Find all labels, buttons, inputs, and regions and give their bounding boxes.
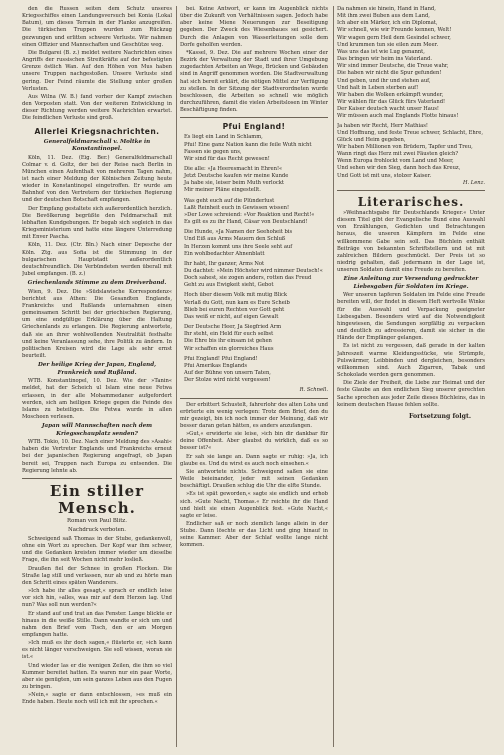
poem-line: Wir schaffen ein glorreiches Haus xyxy=(184,345,274,352)
poem-line: Jetzt Deutsche kaufen wir meine Kunde xyxy=(184,173,289,180)
poem-line: Wir wagen gern Heil dem Gesindel schwer, xyxy=(337,34,451,41)
poem-line: Und Gott ist mit uns, stolzer Kaiser. xyxy=(337,172,432,179)
poem-line: Und geben, und ihr und stehen auf, xyxy=(337,77,431,84)
poem-line: Wir sind immer Deutsche, die Treue wahr, xyxy=(337,63,449,70)
poem-line: Du dachtet: »Mein Höchster wird nimmer Deutsch!« xyxy=(184,268,323,274)
poem-line: Und halt in Leben sterben auf! xyxy=(337,84,419,91)
poem-line: Wir sind für das Recht gewesen! xyxy=(184,155,270,162)
story-paragraph: »Gut,« erwiderte sie leise, »ich bin dir dankbar für deine Offenheit. Aber glaubst du wirklich, daß es so besser ist?« xyxy=(180,431,328,452)
section-divider xyxy=(180,117,328,118)
poem-line: Und Hoffnung, und feste Treue schwer, Schlacht, Ehre, Glück und Heim gegeben, xyxy=(337,129,483,143)
story-paragraph: Der erbittert Schustelt, fahrerlohr des alten Lohs und erörterte ein wenig verlegen: Trotz dem Brief, den du mir gezeigt, bin ich noch immer der Meinung, daß wir besser daran getan hätten, es anders anzufangen. xyxy=(180,401,328,429)
poem-line: Es liegt ein Land in Schlamm, xyxy=(184,134,263,141)
news-paragraph: den die Russen seiten dem Schutz unseres Kriegsschiffes einen Landungsversuch bei Konia (Lokal Batum), um dieses Terrain in der Flanke anzugreifen. Die türkischen Truppen wurden zum Rückzug gezwungen und erlitten schwere Verluste. Wir nahmen einen Offizier und Mannschaften und Geschütze weg. xyxy=(22,6,172,48)
news-paragraph: WTB. Tokio, 10. Dez. Nach einer Meldung des »Asahi« haben die Vertreter Englands und Frankreichs erneut bei der japanischen Regierung angefragt, ob Japan bereit sei, Truppen nach Europa zu entsenden. Die Regierung lehnte ab. xyxy=(22,439,172,474)
subsection-heading: Eine Anleitung zur Versendung gedruckter Liebesgaben für Soldaten im Kriege. xyxy=(343,276,479,290)
column-left xyxy=(22,6,172,749)
poem-line: Doch sahest, sie zogen anders, rotten das Freud xyxy=(184,275,312,282)
story-paragraph: »Ich habe ihr alles gesagt,« sprach er endlich leise vor sich hin, »alles, was mir auf dem Herzen lag. Und nun? Was soll nun werden?« xyxy=(22,588,172,609)
poem-line: Fassen sie gegen uns, xyxy=(184,148,242,155)
poem xyxy=(337,123,485,180)
poem-line: Wir haben die Wolken erkämpft wunder, xyxy=(337,91,444,98)
news-paragraph: Köln, 11. Dez. (Eig. Ber.) Generalfeldmarschall Colmar v. d. Goltz, der bei der Reise nach Berlin in München einen Aufenthalt von mehreren Tagen nahm, ist nach einer Meldung der Kölnischen Zeitung heute wieder in Konstantinopel eingetroffen. Er wurde am Bahnhof von den Vertretern der türkischen Regierung und der deutschen Botschaft empfangen. xyxy=(22,154,172,204)
story-byline: Roman von Paul Blitz. xyxy=(67,517,127,524)
section-divider xyxy=(180,398,328,399)
subsection-heading: Japan will Mannschaften nach dem Kriegsschauplatz senden? xyxy=(41,423,153,437)
story-paragraph: Er sah sie lange an. Dann sagte er ruhig: »Ja, ich glaube es. Und du wirst es auch noch einsehen.« xyxy=(180,453,328,467)
story-paragraph: Sie antwortete nichts. Schweigend saßen sie eine Weile beieinander, jeder mit seinen Gedanken beschäftigt. Draußen schlug die Uhr die elfte Stunde. xyxy=(180,468,328,490)
poem xyxy=(180,134,328,384)
poem-line: Die Hunde, »Ja Namen der Seehoheit bis xyxy=(184,229,293,236)
poem-line: Wenn Europa frohlockt vom Land und Meer, xyxy=(337,158,454,165)
story-paragraph: »Es ist spät geworden,« sagte sie endlich und erhob sich. »Gute Nacht, Thomas.« Er reichte ihr die Hand und hielt sie einen Augenblick fest. »Gute Nacht,« sagte er leise. xyxy=(180,491,328,519)
story-paragraph: »Nein,« sagte er dann entschlossen, »es muß ein Ende haben. Heute noch will ich mit ihr sprechen.« xyxy=(22,692,172,706)
poem-line: Pfui! Eine ganz Nation kann die feile Wuth nicht xyxy=(184,141,312,148)
poem-line: Der Kaiser deutsch wacht unser Haus! xyxy=(337,106,439,113)
news-paragraph: Der Empfang gestaltete sich außerordentlich herzlich. Die Bevölkerung begrüßte den Feldmarschall mit lebhaften Kundgebungen. Er begab sich sogleich in das Kriegsministerium und hatte eine längere Unterredung mit Enver Pascha. xyxy=(22,205,172,241)
literature-paragraph: Wer unseren tapferen Soldaten im Felde eine Freude bereiten will, der findet in diesem Heft wertvolle Winke für die Auswahl und Verpackung geeigneter Liebesgaben. Besonders wird auf die Notwendigkeit hingewiesen, die Sendungen sorgfältig zu verpacken und deutlich zu adressieren, damit sie sicher in die Hände der Empfänger gelangen. xyxy=(337,292,485,342)
story-paragraph: Schweigend saß Thomas in der Stube, gedankenvoll, ohne ein Wort zu sprechen. Der Kopf war ihm schwer, und die Gedanken kreisten immer wieder um dieselbe Frage, die ihn seit Wochen nicht mehr losließ. xyxy=(22,535,172,564)
poem-stanza xyxy=(184,324,328,353)
story-paragraph: Er stand auf und trat an das Fenster. Lange blickte er hinaus in die weiße Stille. Dann wandte er sich um und nahm den Brief vom Tisch, den er am Morgen empfangen hatte. xyxy=(22,610,172,638)
poem-line: Und krummen tun sie eilen zum Meer. xyxy=(337,41,439,48)
poem-line: Hoch über diesem Volk mit mutig Blick xyxy=(184,292,288,299)
poem-line: Und Eiß aus Arms Mauern den Schluß xyxy=(184,236,286,243)
poem-line: Pfui Amerikas Englands xyxy=(184,362,248,369)
subsection-heading: Der heilige Krieg der Japan, England, Frankreich und Rußland. xyxy=(37,362,157,376)
poem-line: Wir wählen für das Glück fürs Vaterland! xyxy=(337,99,446,106)
poem-line: Der Deutsche Heer, Ja Siegfried Arm xyxy=(184,324,282,331)
poem-stanza xyxy=(184,134,328,163)
literature-paragraph: »Weihnachtsgabe für Deutschlands Krieger.« Unter diesem Titel gibt der Evangelische Bund eine Auswahl von Erzählungen, Gedichten und Betrachtungen heraus, die unseren Kämpfern im Felde eine willkommene Gabe sein soll. Das Büchlein enthält Beiträge von bekannten Schriftstellern und ist mit zahlreichen Bildern geschmückt. Der Preis ist so niedrig gehalten, daß jedermann in der Lage ist, unseren Soldaten damit eine Freude zu bereiten. xyxy=(337,209,485,274)
poem-line: Ja habe sie, leiser beim Muth verlockt xyxy=(184,180,284,187)
column-divider xyxy=(176,6,177,747)
continuation-note: Fortsetzung folgt. xyxy=(408,412,471,420)
poem-line: Wir müssen auch mal Englands Flotte hinaus! xyxy=(337,113,459,120)
poem-line: »Der Lowe schreiend: »Vor Reaktion und Recht!« xyxy=(184,211,315,218)
poem-line: Der Stolze wird nicht vergessen! xyxy=(184,377,271,384)
column-right xyxy=(337,6,485,749)
literature-heading: Literarisches. xyxy=(357,194,465,209)
poem-line: Ja haben wir Recht, Herr Mathias! xyxy=(337,122,428,129)
poem-stanza xyxy=(184,166,328,195)
column-divider xyxy=(333,6,334,747)
poem-line: Die haben wir nicht die Spur gefunden! xyxy=(337,70,442,77)
reprint-notice: Nachdruck verboten. xyxy=(68,526,126,533)
poem-line: Die Ehre bis ihr einsam ist gehen xyxy=(184,338,272,345)
poem-line: Wir haben Millionen von Brüdern, Tapfer und Treu, xyxy=(337,143,473,150)
poem-line: Mir meiner Pläne eingestellt. xyxy=(184,187,261,194)
poem-line: Pfui England! Pfui England! xyxy=(184,355,258,362)
poem-stanza xyxy=(184,261,328,290)
poem-line: Das weiß er nicht, auf eigen Gewalt xyxy=(184,313,279,320)
news-paragraph: WTB. Konstantinopel, 10. Dez. Wie der »Tanin« meldet, hat der Scheich ul Islam eine neue Fetwa erlassen, in der alle Mohammedaner aufgefordert werden, sich am heiligen Kriege gegen die Feinde des Islams zu beteiligen. Die Fetwa wurde in allen Moscheen verlesen. xyxy=(22,378,172,420)
story-paragraph: »Ich muß es ihr doch sagen,« flüsterte er, »ich kann es nicht länger verschweigen. Sie soll wissen, woran sie ist.« xyxy=(22,640,172,661)
poem-line: Wir schnell, wie wir Freunde kennen, Welt! xyxy=(337,27,452,34)
literature-paragraph: Die Ziele der Freiheit, die Liebe zur Heimat und der feste Glaube an den endlichen Sieg unserer gerechten Sache sprechen aus jeder Zeile dieses Büchleins, das in keinem deutschen Hause fehlen sollte. xyxy=(337,380,485,408)
poem-signature: H. Lenz. xyxy=(462,179,485,186)
poem-line: Blieb bei euren Rechten vor Gott geht xyxy=(184,306,285,313)
poem-signature: R. Schnell. xyxy=(299,387,328,394)
story-paragraph: Und wieder las er die wenigen Zeilen, die ihm so viel Kummer bereitet hatten. Es waren nur ein paar Worte, aber sie genügten, um sein ganzes Leben aus den Fugen zu bringen. xyxy=(22,662,172,691)
literature-paragraph: Es ist nicht zu vergessen, daß gerade in der kalten Jahreszeit warme Kleidungsstücke, wie Strümpfe, Pulswärmer, Leibbinden und dergleichen, besonders willkommen sind. Auch Zigarren, Tabak und Schokolade werden gern genommen. xyxy=(337,343,485,379)
poem-line: Ihr steht, ein Held für euch selbst xyxy=(184,331,274,338)
poem-line: In Herzen kommt uns ihre Seele seht auf xyxy=(184,243,293,250)
column-middle xyxy=(180,6,328,749)
news-paragraph: Köln, 11. Dez. (Ctr. Bln.) Nach einer Depesche der Köln. Ztg. aus Sofia ist die Stimmung in der bulgarischen Hauptstadt außerordentlich deutschfreundlich. Die Verbündeten werden überall mit Jubel empfangen. (B. z.) xyxy=(22,242,172,277)
poem-line: Mit ihm zwei Buben aus dem Land, xyxy=(337,13,430,20)
news-paragraph: Aus Wilna (W. B.) fand vorher der Kampf zwischen den Vorposten statt. Von der weiteren Entwicklung in dieser Richtung werden weitere Nachrichten erwartet. Die feindlichen Verluste sind groß. xyxy=(22,93,172,122)
story-title: Ein stiller Mensch. xyxy=(49,481,145,517)
poem-line: Verlaß du Gott, nun kam es Eure Scheib xyxy=(184,299,290,306)
news-paragraph: *Kassel, 9. Dez. Die auf mehrere Wochen einer der Bezirk der Verwaltung der Stadt und ihrer Umgebung zugedachten Arbeiten an Wege, Brücken und Gebäuden sind in Angriff genommen worden. Die Stadtverwaltung hat sich bereit erklärt, die nötigen Mittel zur Verfügung zu stellen. In der Sitzung der Stadtverordneten wurde beschlossen, die Arbeiten so schnell wie möglich durchzuführen, damit die vielen Arbeitslosen im Winter Beschäftigung finden. xyxy=(180,49,328,114)
poem-stanza xyxy=(184,229,328,258)
poem-title: Pfui England! xyxy=(222,122,286,132)
story-paragraph: Draußen fiel der Schnee in großen Flocken. Die Straße lag still und verlassen, nur ab und zu hörte man den Schritt eines späten Wanderers. xyxy=(22,565,172,586)
subsection-heading: Griechenlands Stimme zu dem Dreiverband. xyxy=(27,280,167,287)
poem-line: Da nahmen sie hinein, Hand in Hand, xyxy=(337,6,436,12)
poem-line: Es gilt es zu ihr Hand, Cäsar von Deutschland! xyxy=(184,219,308,226)
poem-stanza xyxy=(184,292,328,321)
poem-line: Ein wohlbedachter Ahnenblatt xyxy=(184,250,265,257)
poem-line: Laßt Reinheit euch in Gewissen wissen! xyxy=(184,204,290,211)
news-paragraph: Wien, 9. Dez. Die »Südslawische Korrespondenz« berichtet aus Athen: Die Gesandten Englands, Frankreichs und Rußlands unternahmen einen gemeinsamen Schritt bei der griechischen Regierung, um eine endgültige Erklärung über die Haltung Griechenlands zu erlangen. Die Regierung antwortete, daß sie an ihrer wohlwollenden Neutralität festhalte und keine Veranlassung sehe, ihre Politik zu ändern. In politischen Kreisen wird die Lage als sehr ernst beurteilt. xyxy=(22,288,172,360)
story-paragraph: Endlicher saß er noch ziemlich lange allein in der Stube. Dann löschte er das Licht und ging hinauf in seine Kammer. Aber der Schlaf wollte lange nicht kommen. xyxy=(180,521,328,549)
poem-stanza xyxy=(184,356,328,385)
poem-line: Und sehen wir den Sieg, dann hoch das Kreuz, xyxy=(337,165,461,172)
poem-line: Was geht euch auf die Plünderlust xyxy=(184,197,275,204)
poem-line: Was uns das ist wie Lug genannt, xyxy=(337,48,425,55)
news-paragraph: Die Bulgarei (B. z.) meldet weitere Nachrichten eines Angriffs der russischen Streitkräfte auf der befestigten Grenze östlich Wan. Auf den Höhen von Mus haben unsere Truppen nachgestoßen. Unsere Verluste sind gering. Der Feind räumte die Stellung unter großen Verlusten. xyxy=(22,49,172,92)
poem-line: Geht zu aus Ewigkeit sieht, Gebot xyxy=(184,282,274,289)
section-divider xyxy=(337,190,485,191)
subsection-heading: Generalfeldmarschall v. Moltke in Konstantinopel. xyxy=(43,138,151,152)
poem-line: Ihr habt, Ihr ganzer, Arms Not xyxy=(184,260,265,267)
news-paragraph: bei. Keine Antwort, er kann im Augenblick nichts über die Zukunft von Verhältnissen sagen. Jedoch habe aber keine Miene Neuerungen zur Beseitigung gegeben. Der Zweck des Wiesenbaues sei gesichert. Durch die Anlagen von Wasserleitungen solle dem Dorfe geholfen werden. xyxy=(180,6,328,48)
section-divider xyxy=(22,478,172,479)
section-heading: Allerlei Kriegsnachrichten. xyxy=(34,126,160,136)
poem-line: Ich aber ein Märker, ich ein Diplomat, xyxy=(337,20,438,27)
poem-stanza xyxy=(184,198,328,227)
poem xyxy=(337,6,485,121)
poem-line: Die alle: »Ja Heeresmacht in Ehren!« xyxy=(184,165,283,172)
poem-line: Auf der Bühne von unsern Taten, xyxy=(184,370,271,377)
poem-line: Das bringen wir heim ins Vaterland. xyxy=(337,56,432,63)
poem-line: Wann ringt das Herz mit zwei Fäusten gleich? xyxy=(337,151,459,158)
